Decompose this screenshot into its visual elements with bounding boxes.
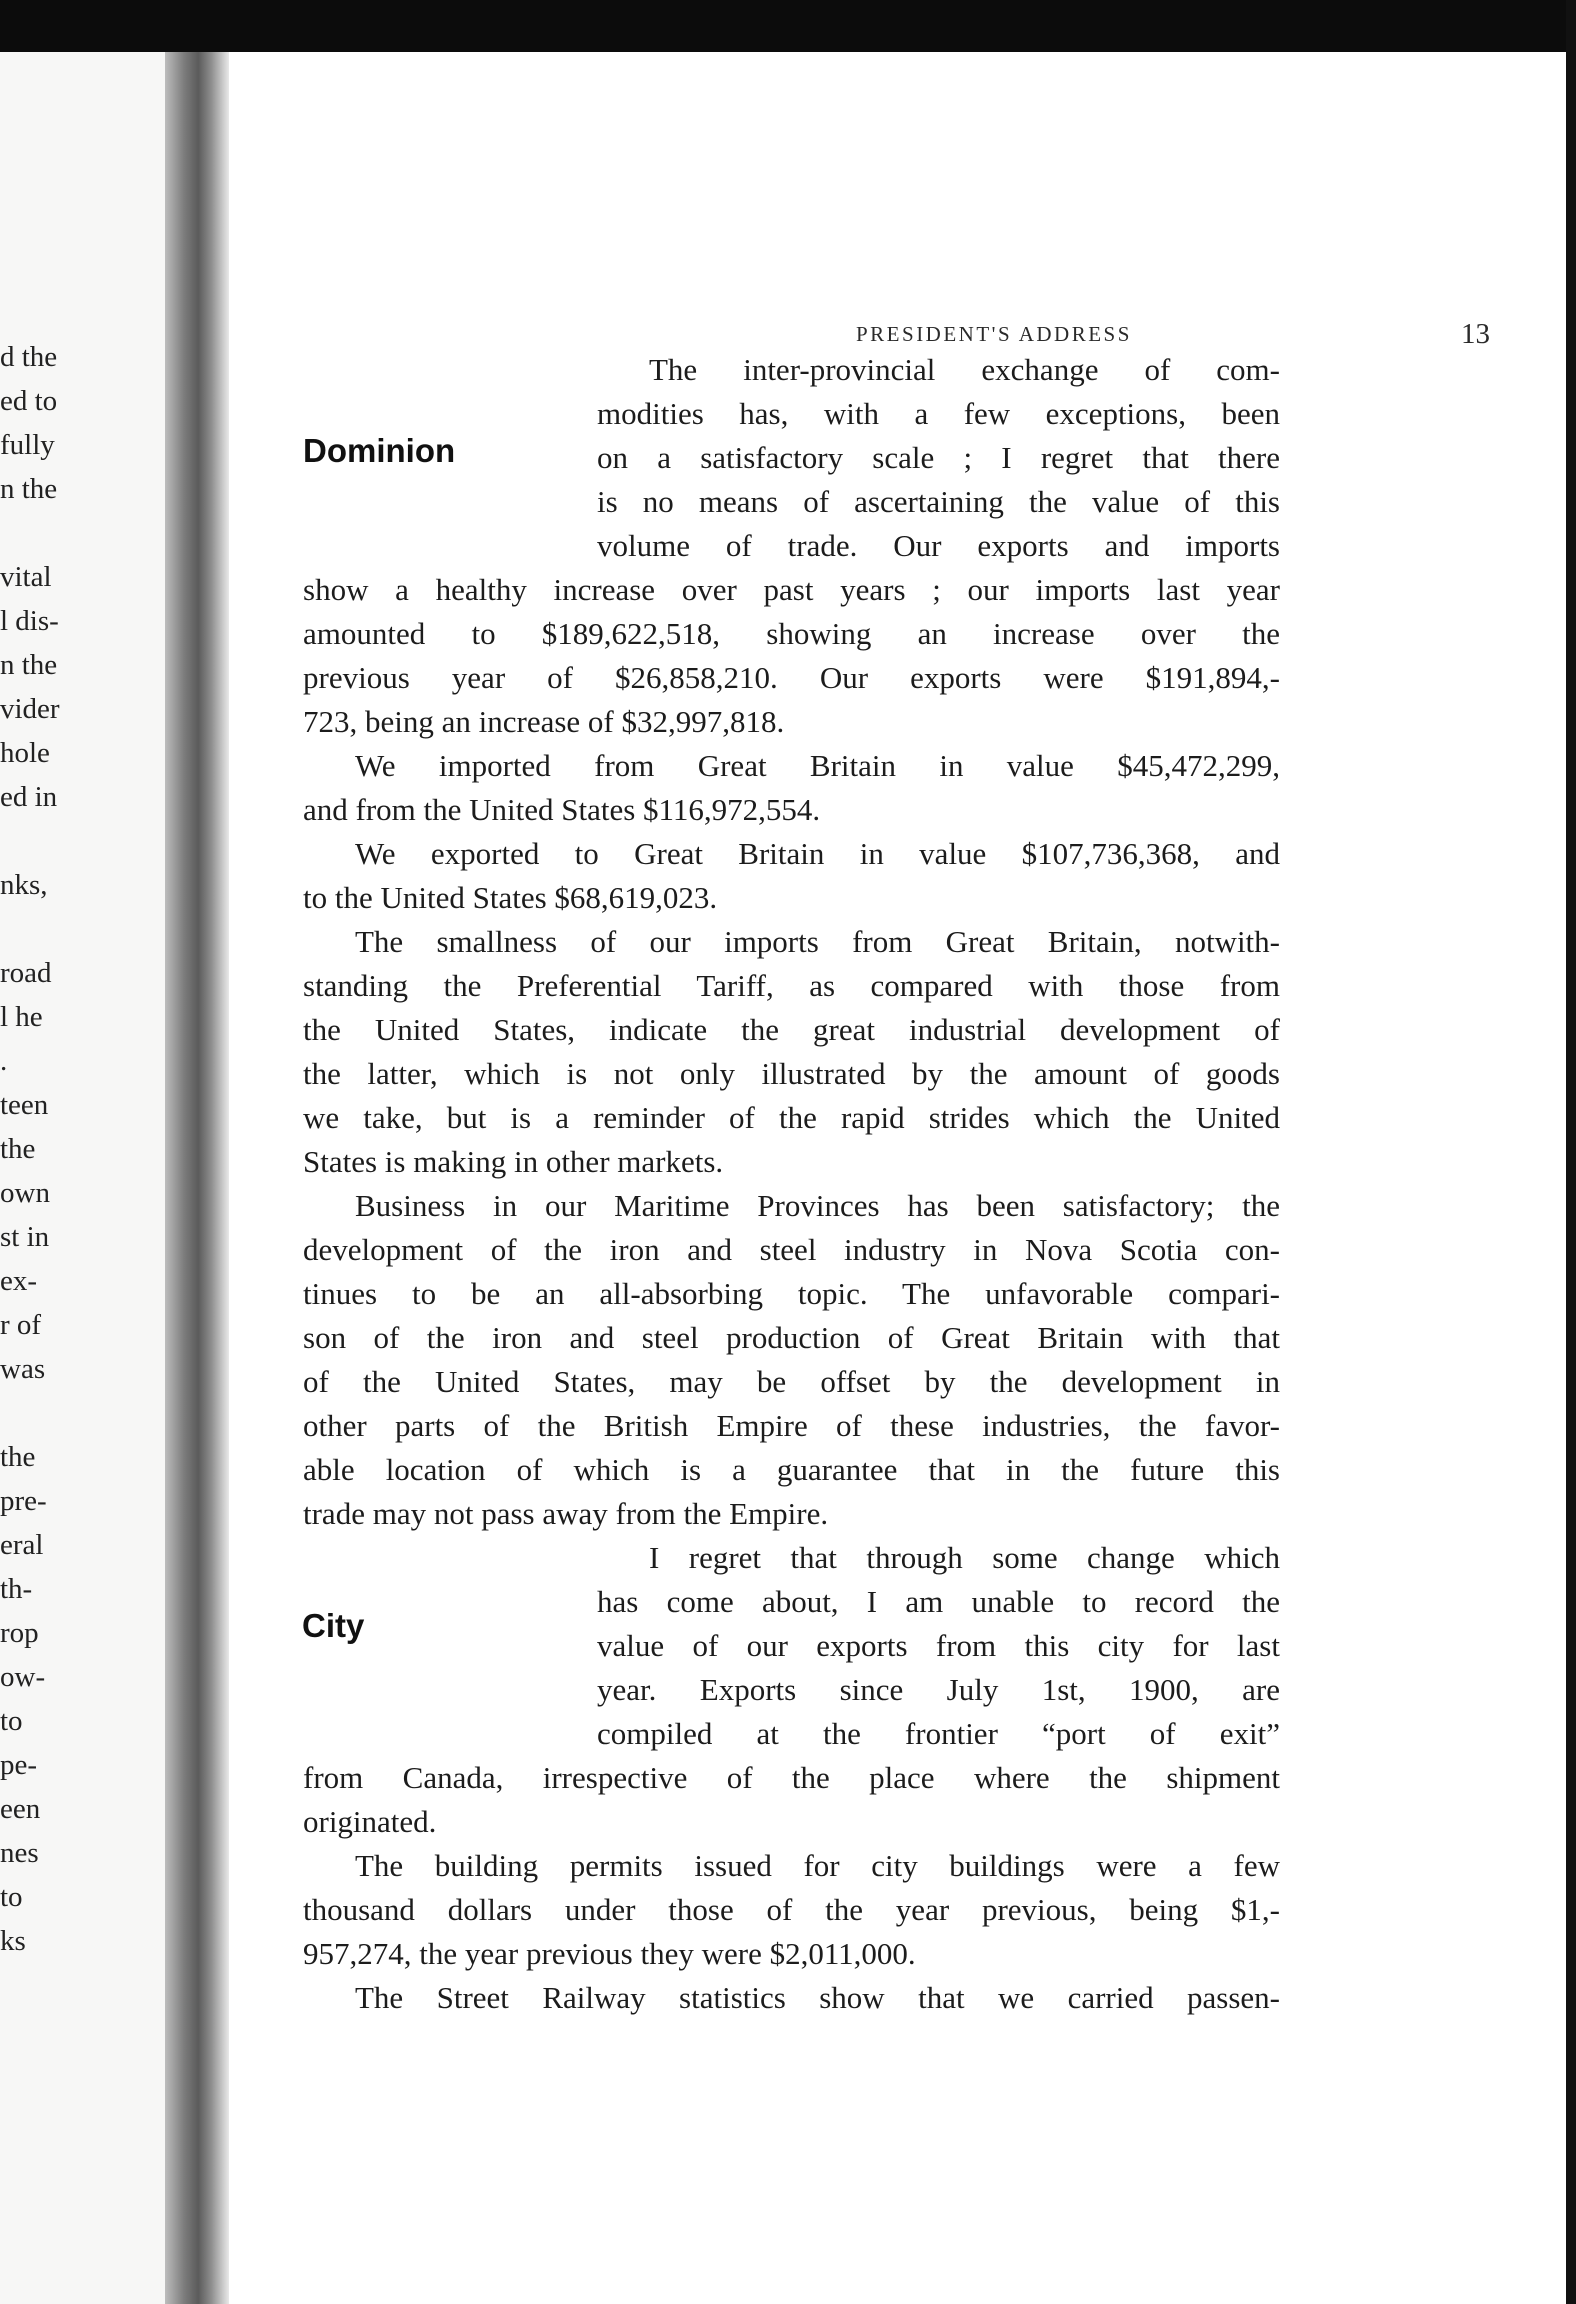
left-fragment-line: pre- [0, 1485, 47, 1517]
body-text-line: we take, but is a reminder of the rapid strides which the United [303, 1100, 1280, 1135]
left-fragment-line: n the [0, 649, 58, 681]
sidenote-city: City [302, 1607, 365, 1644]
page-number: 13 [1461, 318, 1490, 350]
body-text-line: the United States, indicate the great industrial development of [303, 1012, 1280, 1047]
body-text-line: other parts of the British Empire of these industries, the favor- [303, 1408, 1280, 1443]
body-text-line: tinues to be an all-absorbing topic. The unfavorable compari- [303, 1276, 1280, 1311]
left-fragment-line: ed in [0, 781, 58, 813]
left-fragment-line: nks, [0, 869, 48, 901]
scan-border-right [1566, 0, 1576, 2304]
left-fragment-line: ow- [0, 1661, 46, 1693]
left-fragment-line: to [0, 1705, 23, 1737]
body-text-line: standing the Preferential Tariff, as compared with those from [303, 968, 1280, 1003]
scan-border-top [0, 0, 1576, 52]
left-fragment-line: was [0, 1353, 46, 1385]
left-fragment-line: vider [0, 693, 60, 725]
left-fragment-line: st in [0, 1221, 50, 1253]
left-fragment-line: l he [0, 1001, 43, 1033]
body-text-line: value of our exports from this city for last [597, 1628, 1280, 1663]
left-fragment-line: th- [0, 1573, 33, 1605]
left-fragment-line: nes [0, 1837, 39, 1869]
left-fragment-line: . [0, 1045, 8, 1077]
body-text-line: The Street Railway statistics show that we carried passen- [355, 1980, 1280, 2015]
body-text-line: has come about, I am unable to record the [597, 1584, 1280, 1619]
left-fragment-line: ks [0, 1925, 26, 1957]
body-text-line: volume of trade. Our exports and imports [597, 528, 1280, 563]
book-page [229, 52, 1566, 2304]
left-fragment-line: r of [0, 1309, 42, 1341]
left-fragment-line: eral [0, 1529, 44, 1561]
body-text-line: Business in our Maritime Provinces has been satisfactory; the [355, 1188, 1280, 1223]
left-fragment-line: road [0, 957, 52, 989]
body-text-line: and from the United States $116,972,554. [303, 792, 821, 827]
body-text-line: of the United States, may be offset by the development in [303, 1364, 1280, 1399]
body-text-line: 957,274, the year previous they were $2,011,000. [303, 1936, 916, 1971]
body-text-line: 723, being an increase of $32,997,818. [303, 704, 785, 739]
left-fragment-line: fully [0, 429, 55, 461]
facing-page-fragment [0, 52, 178, 2304]
body-text-line: trade may not pass away from the Empire. [303, 1496, 829, 1531]
left-fragment-line: the [0, 1441, 36, 1473]
body-text-line: We exported to Great Britain in value $107,736,368, and [355, 836, 1280, 871]
body-text-line: States is making in other markets. [303, 1144, 724, 1179]
left-fragment-line: pe- [0, 1749, 38, 1781]
body-text-line: son of the iron and steel production of Great Britain with that [303, 1320, 1280, 1355]
body-text-line: thousand dollars under those of the year previous, being $1,- [303, 1892, 1280, 1927]
body-text-line: The inter-provincial exchange of com- [649, 352, 1280, 387]
left-fragment-line: the [0, 1133, 36, 1165]
book-gutter [165, 52, 229, 2304]
body-text-line: compiled at the frontier “port of exit” [597, 1716, 1280, 1751]
body-text-line: able location of which is a guarantee that in the future this [303, 1452, 1280, 1487]
left-fragment-line: l dis- [0, 605, 59, 637]
left-fragment-line: teen [0, 1089, 49, 1121]
body-text-line: We imported from Great Britain in value $45,472,299, [355, 748, 1280, 783]
body-text-line: The building permits issued for city buildings were a few [355, 1848, 1280, 1883]
body-text-line: year. Exports since July 1st, 1900, are [597, 1672, 1280, 1707]
body-text-line: is no means of ascertaining the value of this [597, 484, 1280, 519]
body-text-line: to the United States $68,619,023. [303, 880, 718, 915]
body-text-line: modities has, with a few exceptions, been [597, 396, 1280, 431]
left-fragment-line: hole [0, 737, 50, 769]
body-text-line: The smallness of our imports from Great Britain, notwith- [355, 924, 1280, 959]
left-fragment-line: own [0, 1177, 50, 1209]
left-fragment-line: rop [0, 1617, 39, 1649]
body-text-line: amounted to $189,622,518, showing an increase over the [303, 616, 1280, 651]
body-text-line: development of the iron and steel industry in Nova Scotia con- [303, 1232, 1280, 1267]
left-fragment-line: ed to [0, 385, 58, 417]
body-text-line: previous year of $26,858,210. Our exports were $191,894,- [303, 660, 1280, 695]
left-fragment-line: d the [0, 341, 58, 373]
left-fragment-line: ex- [0, 1265, 38, 1297]
body-text-line: originated. [303, 1804, 437, 1839]
body-text-line: I regret that through some change which [649, 1540, 1280, 1575]
running-header: PRESIDENT'S ADDRESS [856, 322, 1132, 346]
body-text-line: from Canada, irrespective of the place where the shipment [303, 1760, 1280, 1795]
left-fragment-line: to [0, 1881, 23, 1913]
body-text-line: the latter, which is not only illustrated by the amount of goods [303, 1056, 1280, 1091]
body-text-line: on a satisfactory scale ; I regret that there [597, 440, 1280, 475]
left-fragment-line: vital [0, 561, 52, 593]
sidenote-dominion: Dominion [303, 432, 456, 469]
left-fragment-line: n the [0, 473, 58, 505]
body-text-line: show a healthy increase over past years ; our imports last year [303, 572, 1280, 607]
left-fragment-line: een [0, 1793, 41, 1825]
